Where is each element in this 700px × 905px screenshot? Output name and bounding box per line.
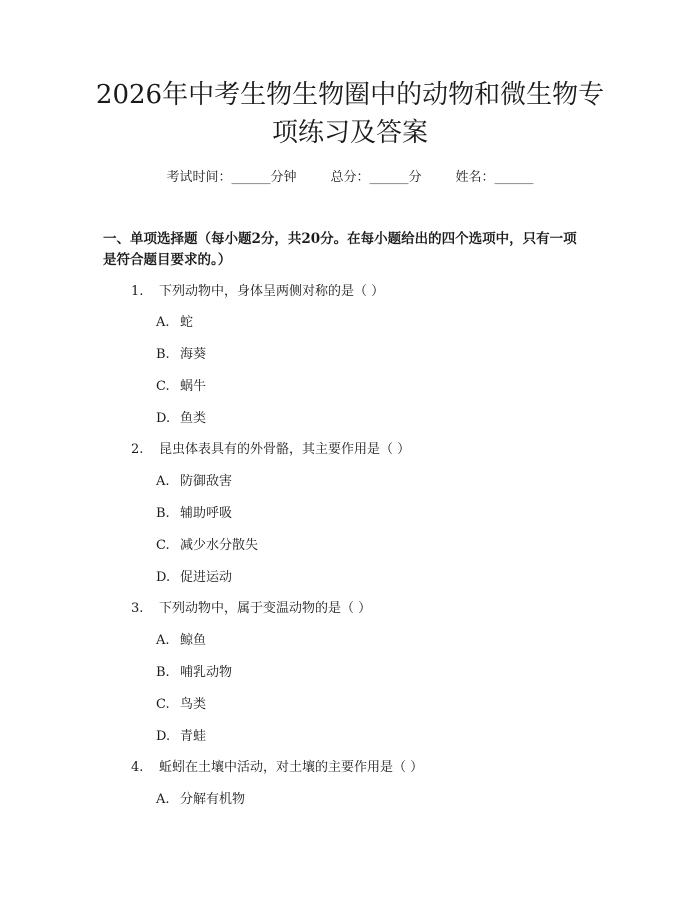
score-label: 总分： bbox=[330, 170, 370, 185]
option-letter: D. bbox=[156, 729, 171, 744]
option-text: 海葵 bbox=[180, 347, 207, 362]
option-letter: A. bbox=[156, 315, 170, 330]
name-blank: ______ bbox=[494, 170, 534, 185]
option-text: 减少水分散失 bbox=[180, 538, 259, 553]
option-text: 防御敌害 bbox=[180, 474, 233, 489]
question-number: 2. bbox=[131, 442, 144, 457]
question-3 bbox=[131, 600, 371, 618]
option-letter: B. bbox=[156, 506, 170, 521]
question-text: 下列动物中，属于变温动物的是（ ） bbox=[159, 601, 372, 616]
time-blank: ______ bbox=[231, 170, 271, 185]
exam-info-line bbox=[0, 168, 700, 188]
question-number: 1. bbox=[131, 284, 144, 299]
question-number: 3. bbox=[131, 601, 144, 616]
option-3d bbox=[156, 728, 206, 746]
option-2a bbox=[156, 473, 232, 491]
option-2b bbox=[156, 505, 232, 523]
option-text: 蛇 bbox=[180, 315, 194, 330]
option-letter: C. bbox=[156, 538, 170, 553]
section-heading-line-2: 是符合题目要求的。） bbox=[103, 252, 232, 268]
title-line-1: 2026年中考生物生物圈中的动物和微生物专 bbox=[95, 80, 605, 110]
section-heading-line-1: 一、单项选择题（每小题2分，共20分。在每小题给出的四个选项中，只有一项 bbox=[103, 231, 577, 247]
option-text: 鱼类 bbox=[180, 411, 207, 426]
option-text: 促进运动 bbox=[180, 570, 233, 585]
option-4a bbox=[156, 791, 245, 809]
option-letter: B. bbox=[156, 347, 170, 362]
option-text: 青蛙 bbox=[180, 729, 207, 744]
question-text: 蚯蚓在土壤中活动，对土壤的主要作用是（ ） bbox=[159, 760, 424, 775]
question-1 bbox=[131, 283, 384, 301]
option-text: 鲸鱼 bbox=[180, 633, 207, 648]
option-1a bbox=[156, 314, 193, 332]
name-label: 姓名： bbox=[455, 170, 495, 185]
option-text: 蜗牛 bbox=[180, 379, 207, 394]
section-heading bbox=[103, 229, 603, 271]
option-letter: C. bbox=[156, 379, 170, 394]
option-letter: C. bbox=[156, 697, 170, 712]
score-blank: ______ bbox=[369, 170, 409, 185]
option-3c bbox=[156, 696, 206, 714]
option-letter: D. bbox=[156, 411, 171, 426]
option-1c bbox=[156, 378, 206, 396]
option-letter: A. bbox=[156, 474, 170, 489]
option-3a bbox=[156, 632, 206, 650]
option-text: 哺乳动物 bbox=[180, 665, 233, 680]
option-2c bbox=[156, 537, 258, 555]
question-number: 4. bbox=[131, 760, 144, 775]
option-letter: A. bbox=[156, 792, 170, 807]
option-letter: A. bbox=[156, 633, 170, 648]
title-line-2: 项练习及答案 bbox=[271, 118, 428, 148]
option-2d bbox=[156, 569, 232, 587]
time-unit: 分钟 bbox=[270, 170, 297, 185]
option-1d bbox=[156, 410, 206, 428]
option-letter: D. bbox=[156, 570, 171, 585]
page-title bbox=[60, 76, 640, 152]
question-4 bbox=[131, 759, 423, 777]
score-unit: 分 bbox=[408, 170, 422, 185]
option-text: 鸟类 bbox=[180, 697, 207, 712]
option-1b bbox=[156, 346, 206, 364]
question-2 bbox=[131, 441, 410, 459]
option-3b bbox=[156, 664, 232, 682]
option-letter: B. bbox=[156, 665, 170, 680]
question-text: 昆虫体表具有的外骨骼，其主要作用是（ ） bbox=[159, 442, 411, 457]
question-text: 下列动物中，身体呈两侧对称的是（ ） bbox=[159, 284, 385, 299]
option-text: 分解有机物 bbox=[180, 792, 246, 807]
option-text: 辅助呼吸 bbox=[180, 506, 233, 521]
time-label: 考试时间： bbox=[166, 170, 232, 185]
